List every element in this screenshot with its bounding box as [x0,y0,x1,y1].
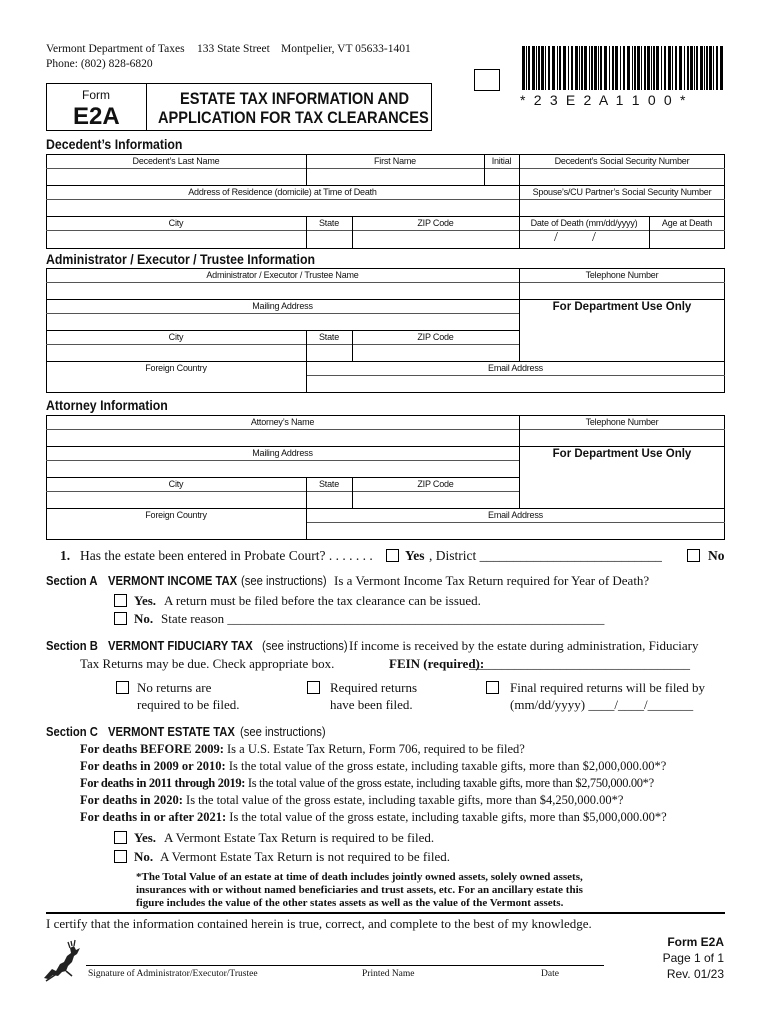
q1-text: Has the estate been entered in Probate Court? . . . . . . . [80,548,373,563]
att-name-label: Attorney’s Name [250,417,315,427]
barcode-bar [541,46,544,90]
barcode-bar [706,46,708,90]
adm-col-right [519,268,520,361]
dept-name: Vermont Department of Taxes [46,43,185,55]
barcode-bar [687,46,689,90]
barcode-bar [571,46,573,90]
dec-last-name-field[interactable] [47,169,305,184]
barcode-bar [644,46,646,90]
barcode-bar [675,46,677,90]
barcode-bar [522,46,525,90]
dec-spouse-ssn-label: Spouse’s/CU Partner’s Social Security Number [532,187,712,197]
form-label: Form [82,88,110,102]
barcode-bar [716,46,718,90]
footer-page: Page 1 of 1 [662,951,724,965]
dec-first-name-field[interactable] [307,169,483,184]
dec-city-label: City [168,218,184,228]
sectionB-opt3-b[interactable]: (mm/dd/yyyy) ____/____/_______ [510,697,694,712]
q1-yes-label: Yes [405,548,425,563]
att-row2-div [46,477,520,478]
sectionC-line-5: For deaths in or after 2021: Is the total value of the gross estate, including taxable gifts, more than $5,000,000.00*? [80,810,667,824]
form-title-line1: ESTATE TAX INFORMATION AND [180,89,410,108]
corner-check-box[interactable] [474,69,500,91]
barcode-bar [694,46,695,90]
date-label: Date [541,969,559,979]
adm-city-label: City [168,332,184,342]
adm-mailing-label: Mailing Address [252,301,313,311]
sectionC-instr: (see instructions) [240,725,326,739]
att-row3-div [46,508,725,509]
barcode-bar [641,46,642,90]
dec-row2-divider [46,216,725,217]
dec-ssn-field[interactable] [520,169,724,184]
barcode-bar [584,46,587,90]
sectionC-line-3: For deaths in 2011 through 2019: Is the total value of the gross estate, including taxable gifts, more than $2,750,000.00*? [80,776,654,790]
barcode-bar [720,46,723,90]
dec-state-field[interactable] [307,231,351,248]
signature-line [86,965,604,966]
barcode-bar [526,46,527,90]
barcode-bar [552,46,555,90]
att-city-field[interactable] [47,492,305,507]
barcode-bar [615,46,618,90]
sectionA-title: VERMONT INCOME TAX [108,574,238,588]
sectionA-reason[interactable]: State reason __________________________________________________________ [161,611,605,626]
barcode-text: * 2 3 E 2 A 1 1 0 0 * [520,92,688,108]
q1-yes-checkbox[interactable] [386,549,399,562]
barcode-bar [612,46,614,90]
adm-phone-field[interactable] [520,283,724,298]
sectionB-instr: (see instructions) [262,639,348,653]
barcode-bar [609,46,610,90]
q1-number: 1. [60,548,71,563]
sectionB-opt3-checkbox[interactable] [486,681,499,694]
barcode-bar [656,46,659,90]
att-dept-use: For Department Use Only [552,448,692,460]
sectionB-opt1-b: required to be filed. [137,697,240,712]
dec-spouse-ssn-field[interactable] [520,200,724,215]
sectionB-line2: Tax Returns may be due. Check appropriate box. [80,656,335,671]
sectionB-opt2-b: have been filed. [330,697,413,712]
barcode-bar [709,46,712,90]
sectionC-note-3: figure includes the value of the other states assets as well as the value of the Vermont assets. [136,897,564,909]
vermont-deer-logo-icon [40,938,86,982]
adm-dept-use: For Department Use Only [552,301,692,313]
att-mailing-label: Mailing Address [252,448,313,458]
barcode-icon [522,46,726,90]
barcode-bar [653,46,655,90]
barcode-bar [579,46,580,90]
adm-country-field[interactable] [47,376,305,392]
sectionC-yes: Yes. [134,830,157,845]
form-id: E2A [73,103,120,130]
barcode-bar [696,46,698,90]
barcode-bar [668,46,671,90]
att-mailing-field[interactable] [47,461,518,476]
barcode-bar [559,46,561,90]
barcode-bar [661,46,662,90]
adm-row2-div [46,330,520,331]
barcode-bar [557,46,558,90]
sectionC-title: VERMONT ESTATE TAX [108,725,235,739]
att-name-field[interactable] [47,430,518,445]
barcode-bar [627,46,630,90]
att-state-label: State [318,479,339,489]
sectionC-line-1: For deaths BEFORE 2009: Is a U.S. Estate Tax Return, Form 706, required to be filed? [80,742,525,756]
adm-zip-field[interactable] [353,345,518,360]
barcode-bar [563,46,566,90]
sectionB-fein-label: FEIN (required): [389,656,485,671]
barcode-bar [575,46,578,90]
adm-row3-div [46,361,725,362]
sectionC-yes-text: A Vermont Estate Tax Return is required to be filed. [164,830,435,845]
certify-text: I certify that the information contained herein is true, correct, and complete to the best of my knowledge. [46,916,592,931]
footer-rev: Rev. 01/23 [666,967,724,981]
barcode-bar [589,46,590,90]
barcode-bar [637,46,640,90]
dec-initial-field[interactable] [485,169,518,184]
sectionA-no-checkbox[interactable] [114,612,127,625]
dec-last-name-label: Decedent’s Last Name [132,156,220,166]
att-row1-div [46,446,725,447]
dec-age-field[interactable] [650,231,724,248]
barcode-bar [647,46,650,90]
sectionB-title: VERMONT FIDUCIARY TAX [108,639,253,653]
att-email-field[interactable] [307,523,724,539]
sectionA-yes: Yes. [134,593,157,608]
dec-city-field[interactable] [47,231,305,248]
dec-address-label: Address of Residence (domicile) at Time of Death [188,187,377,197]
barcode-bar [672,46,673,90]
adm-row1-div [46,299,725,300]
barcode-bar [548,46,550,90]
att-col-right [519,415,520,508]
sectionC-label: Section C [46,725,98,739]
att-zip-field[interactable] [353,492,518,507]
sectionC-no-checkbox[interactable] [114,850,127,863]
dec-dod-label: Date of Death (mm/dd/yyyy) [530,218,638,228]
q1-no-checkbox[interactable] [687,549,700,562]
sectionA-question: Is a Vermont Income Tax Return required for Year of Death? [334,573,650,588]
dec-first-name-label: First Name [373,156,416,166]
printed-name-label: Printed Name [362,969,415,979]
dec-zip-field[interactable] [353,231,518,248]
footer-rule [46,912,725,914]
sectionC-no: No. [134,849,154,864]
barcode-bar [536,46,537,90]
adm-email-label: Email Address [488,363,543,373]
dec-ssn-label: Decedent’s Social Security Number [554,156,690,166]
barcode-bar [700,46,703,90]
att-country-field[interactable] [47,523,305,539]
sectionB-label: Section B [46,639,98,653]
dept-street: 133 State Street [197,43,270,55]
form-title-line2: APPLICATION FOR TAX CLEARANCES [158,108,429,127]
att-state-field[interactable] [307,492,351,507]
sectionB-fein-field[interactable]: __________________________________ [469,656,690,671]
sectionA-no: No. [134,611,154,626]
barcode-bar [528,46,530,90]
sectionC-line-2: For deaths in 2009 or 2010: Is the total value of the gross estate, including taxable gifts, more than $2,000,000.00*? [80,759,667,773]
barcode-bar [713,46,714,90]
dec-row1-divider [46,185,725,186]
barcode-bar [634,46,636,90]
sectionB-opt1-checkbox[interactable] [116,681,129,694]
sectionB-opt1-a: No returns are [137,680,212,695]
barcode-bar [704,46,705,90]
barcode-bar [679,46,682,90]
barcode-bar [600,46,602,90]
dod-slash-2: / [592,230,596,245]
barcode-bar [594,46,597,90]
att-email-label: Email Address [488,510,543,520]
sectionA-yes-checkbox[interactable] [114,594,127,607]
title-divider [146,83,147,131]
admin-heading: Administrator / Executor / Trustee Information [46,251,316,267]
barcode-bar [664,46,666,90]
sectionC-yes-checkbox[interactable] [114,831,127,844]
dec-address-field[interactable] [47,200,518,215]
sectionC-note-1: *The Total Value of an estate at time of death includes jointly owned assets, solely owned assets, [136,871,583,883]
barcode-bar [581,46,583,90]
signature-field[interactable] [86,940,604,964]
sectionC-line-4: For deaths in 2020: Is the total value of the gross estate, including taxable gifts, more than $4,250,000.00*? [80,793,624,807]
att-phone-field[interactable] [520,430,724,445]
sectionB-opt2-a: Required returns [330,680,418,695]
adm-phone-label: Telephone Number [585,270,659,280]
barcode-bar [651,46,652,90]
adm-email-field[interactable] [307,376,724,392]
barcode-bar [632,46,633,90]
adm-country-label: Foreign Country [145,363,207,373]
sig-label: Signature of Administrator/Executor/Trustee [88,969,258,979]
barcode-bar [538,46,540,90]
dec-age-label: Age at Death [661,218,713,228]
adm-city-field[interactable] [47,345,305,360]
barcode-bar [532,46,535,90]
dod-slash-1: / [554,230,558,245]
barcode-bar [545,46,546,90]
barcode-bar [598,46,599,90]
dec-state-label: State [318,218,339,228]
sectionA-instr: (see instructions) [241,574,327,588]
q1-district[interactable]: , District ___________________________ [429,548,662,563]
att-country-label: Foreign Country [145,510,207,520]
dept-phone: Phone: (802) 828-6820 [46,58,153,70]
sectionB-opt2-checkbox[interactable] [307,681,320,694]
dec-dod-field[interactable] [520,231,648,248]
att-phone-label: Telephone Number [585,417,659,427]
barcode-bar [568,46,569,90]
sectionC-note-2: insurances with or without named beneficiaries and trust assets, etc. For an ancillary estate this [136,884,583,896]
barcode-bar [620,46,621,90]
barcode-bar [591,46,593,90]
adm-mailing-field[interactable] [47,314,518,329]
dec-initial-label: Initial [491,156,512,166]
dec-zip-label: ZIP Code [417,218,454,228]
adm-name-field[interactable] [47,283,518,298]
barcode-bar [684,46,685,90]
adm-name-label: Administrator / Executor / Trustee Name [206,270,359,280]
barcode-bar [604,46,607,90]
sectionC-no-text: A Vermont Estate Tax Return is not required to be filed. [160,849,450,864]
q1-no-label: No [708,548,725,563]
adm-state-label: State [318,332,339,342]
barcode-bar [623,46,625,90]
adm-state-field[interactable] [307,345,351,360]
adm-zip-label: ZIP Code [417,332,454,342]
att-zip-label: ZIP Code [417,479,454,489]
att-city-label: City [168,479,184,489]
footer-form-id: Form E2A [667,935,724,949]
dept-city: Montpelier, VT 05633-1401 [281,43,411,55]
sectionB-line1: If income is received by the estate during administration, Fiduciary [349,638,699,653]
sectionB-opt3-a: Final required returns will be filed by [510,680,705,695]
attorney-heading: Attorney Information [46,397,168,413]
sectionA-yes-text: A return must be filed before the tax clearance can be issued. [164,593,481,608]
decedent-heading: Decedent’s Information [46,136,183,152]
sectionA-label: Section A [46,574,98,588]
barcode-bar [690,46,693,90]
